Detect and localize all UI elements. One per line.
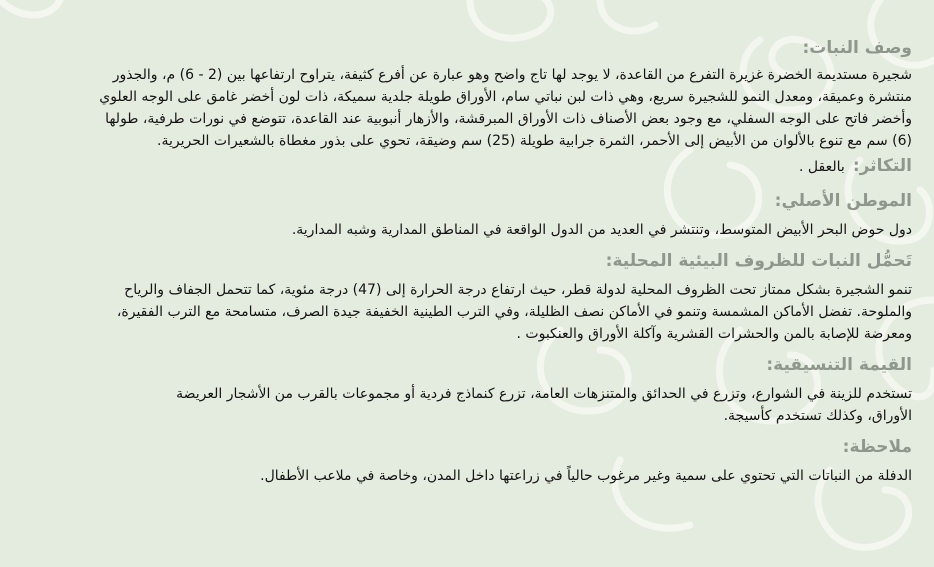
heading-environmental-tolerance: تَحمُّل النبات للظروف البيئية المحلية: bbox=[605, 251, 912, 271]
text-origin: دول حوض البحر الأبيض المتوسط، وتنتشر في العديد من الدول الواقعة في المناطق المدارية وشبه المدارية. bbox=[291, 222, 912, 238]
text-propagation: بالعقل . bbox=[799, 159, 845, 175]
heading-propagation: التكاثر: bbox=[852, 156, 912, 176]
section-landscape-value bbox=[90, 353, 912, 427]
heading-origin: الموطن الأصلي: bbox=[774, 191, 912, 211]
text-landscape-value: تستخدم للزينة في الشوارع، وتزرع في الحدائق والمتنزهات العامة، تزرع كنماذج فردية أو مجموعات بالقرب من الأشجار العريضة الأوراق، وكذلك تستخدم كأسيجة. bbox=[176, 386, 912, 424]
text-plant-description: شجيرة مستديمة الخضرة غزيرة التفرع من القاعدة، لا يوجد لها تاج واضح وهو عبارة عن أفرع كثيفة، يتراوح ارتفاعها بين (2 - 6) م، والجذور منتشرة وعميقة، ومعدل النمو للشجيرة سريع، وهي ذات لبن نباتي سام، الأوراق طويلة جلدية سميكة، ذات لون أخضر غامق على الوجه العلوي وأخضر فاتح على الوجه السفلي، مع وجود بعض الأصناف ذات الأوراق المبرقشة، والأزهار أنبوبية عند القاعدة، تتوضع في نورات طرفية، طولها (6) سم مع تنوع بالألوان من الأبيض إلى الأحمر، الثمرة جرابية طويلة (25) سم وضيقة، تحوي على بذور مغطاة بالشعيرات الحريرية. bbox=[99, 67, 912, 149]
section-environmental-tolerance bbox=[90, 249, 912, 345]
section-origin bbox=[90, 189, 912, 241]
section-note bbox=[90, 435, 912, 487]
heading-note: ملاحظة: bbox=[842, 437, 912, 457]
heading-landscape-value: القيمة التنسيقية: bbox=[766, 355, 912, 375]
section-plant-description bbox=[90, 36, 912, 152]
section-propagation bbox=[90, 154, 912, 179]
text-note: الدفلة من النباتات التي تحتوي على سمية وغير مرغوب حالياً في زراعتها داخل المدن، وخاصة في ملاعب الأطفال. bbox=[260, 468, 912, 484]
plant-info-document bbox=[90, 32, 912, 487]
text-environmental-tolerance: تنمو الشجيرة بشكل ممتاز تحت الظروف المحلية لدولة قطر، حيث ارتفاع درجة الحرارة إلى (47) درجة مئوية، كما تتحمل الجفاف والرياح والملوحة. تفضل الأماكن المشمسة وتنمو في الأماكن نصف الظليلة، وفي الترب الطينية الخفيفة جيدة الصرف، متسامحة مع الترب الفقيرة، ومعرضة للإصابة بالمن والحشرات القشرية وآكلة الأوراق والعنكبوت . bbox=[116, 282, 912, 342]
heading-plant-description: وصف النبات: bbox=[802, 38, 912, 58]
